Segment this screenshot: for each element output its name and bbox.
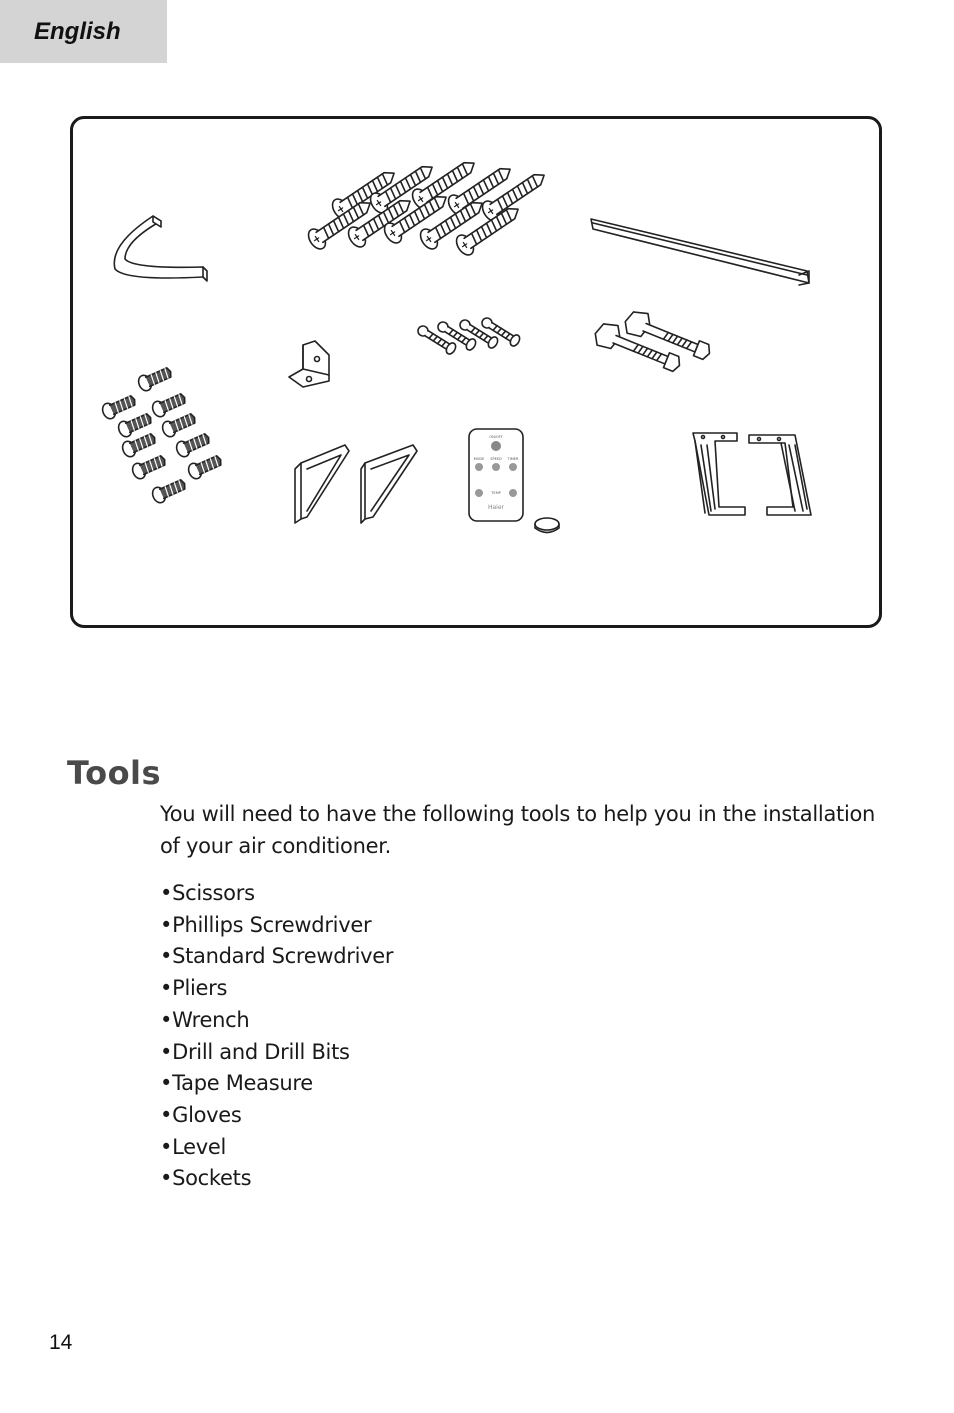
foam-seal-icon [114, 216, 207, 281]
tools-heading: Tools [67, 754, 162, 792]
l-bracket-icon [289, 341, 329, 387]
tool-item-standard-screwdriver: • Standard Screwdriver [160, 941, 393, 973]
tools-intro-text: You will need to have the following tools to help you in the installation of your air conditioner. [160, 802, 876, 858]
tool-item-wrench: • Wrench [160, 1005, 393, 1037]
remote-temp-label: TEMP [491, 491, 501, 495]
tools-list [160, 878, 393, 1195]
parts-illustration-box [70, 116, 882, 628]
parts-illustration [73, 119, 879, 625]
tool-item-pliers: • Pliers [160, 973, 393, 1005]
tool-item-sockets: • Sockets [160, 1163, 393, 1195]
remote-control-icon [469, 429, 523, 521]
side-frames-icon [693, 433, 811, 515]
language-label: English [34, 17, 121, 45]
rail-icon [591, 219, 809, 285]
remote-brand-label: Haier [487, 504, 505, 511]
support-brackets-icon [295, 445, 417, 523]
small-bolts-icon [416, 315, 522, 355]
tool-item-drill: • Drill and Drill Bits [160, 1037, 393, 1069]
tool-item-phillips-screwdriver: • Phillips Screwdriver [160, 910, 393, 942]
remote-onoff-label: ON/OFF [489, 435, 503, 439]
short-screws-icon [100, 364, 224, 504]
language-tab [0, 0, 167, 63]
remote-speed-label: SPEED [490, 457, 502, 461]
remote-timer-label: TIMER [507, 457, 519, 461]
tool-item-scissors: • Scissors [160, 878, 393, 910]
tool-item-gloves: • Gloves [160, 1100, 393, 1132]
battery-icon [535, 518, 559, 533]
tool-item-tape-measure: • Tape Measure [160, 1068, 393, 1100]
remote-mode-label: MODE [473, 457, 485, 461]
tool-item-level: • Level [160, 1132, 393, 1164]
hex-bolts-icon [592, 307, 715, 377]
page-number: 14 [49, 1331, 73, 1354]
long-screws-icon [305, 154, 550, 258]
